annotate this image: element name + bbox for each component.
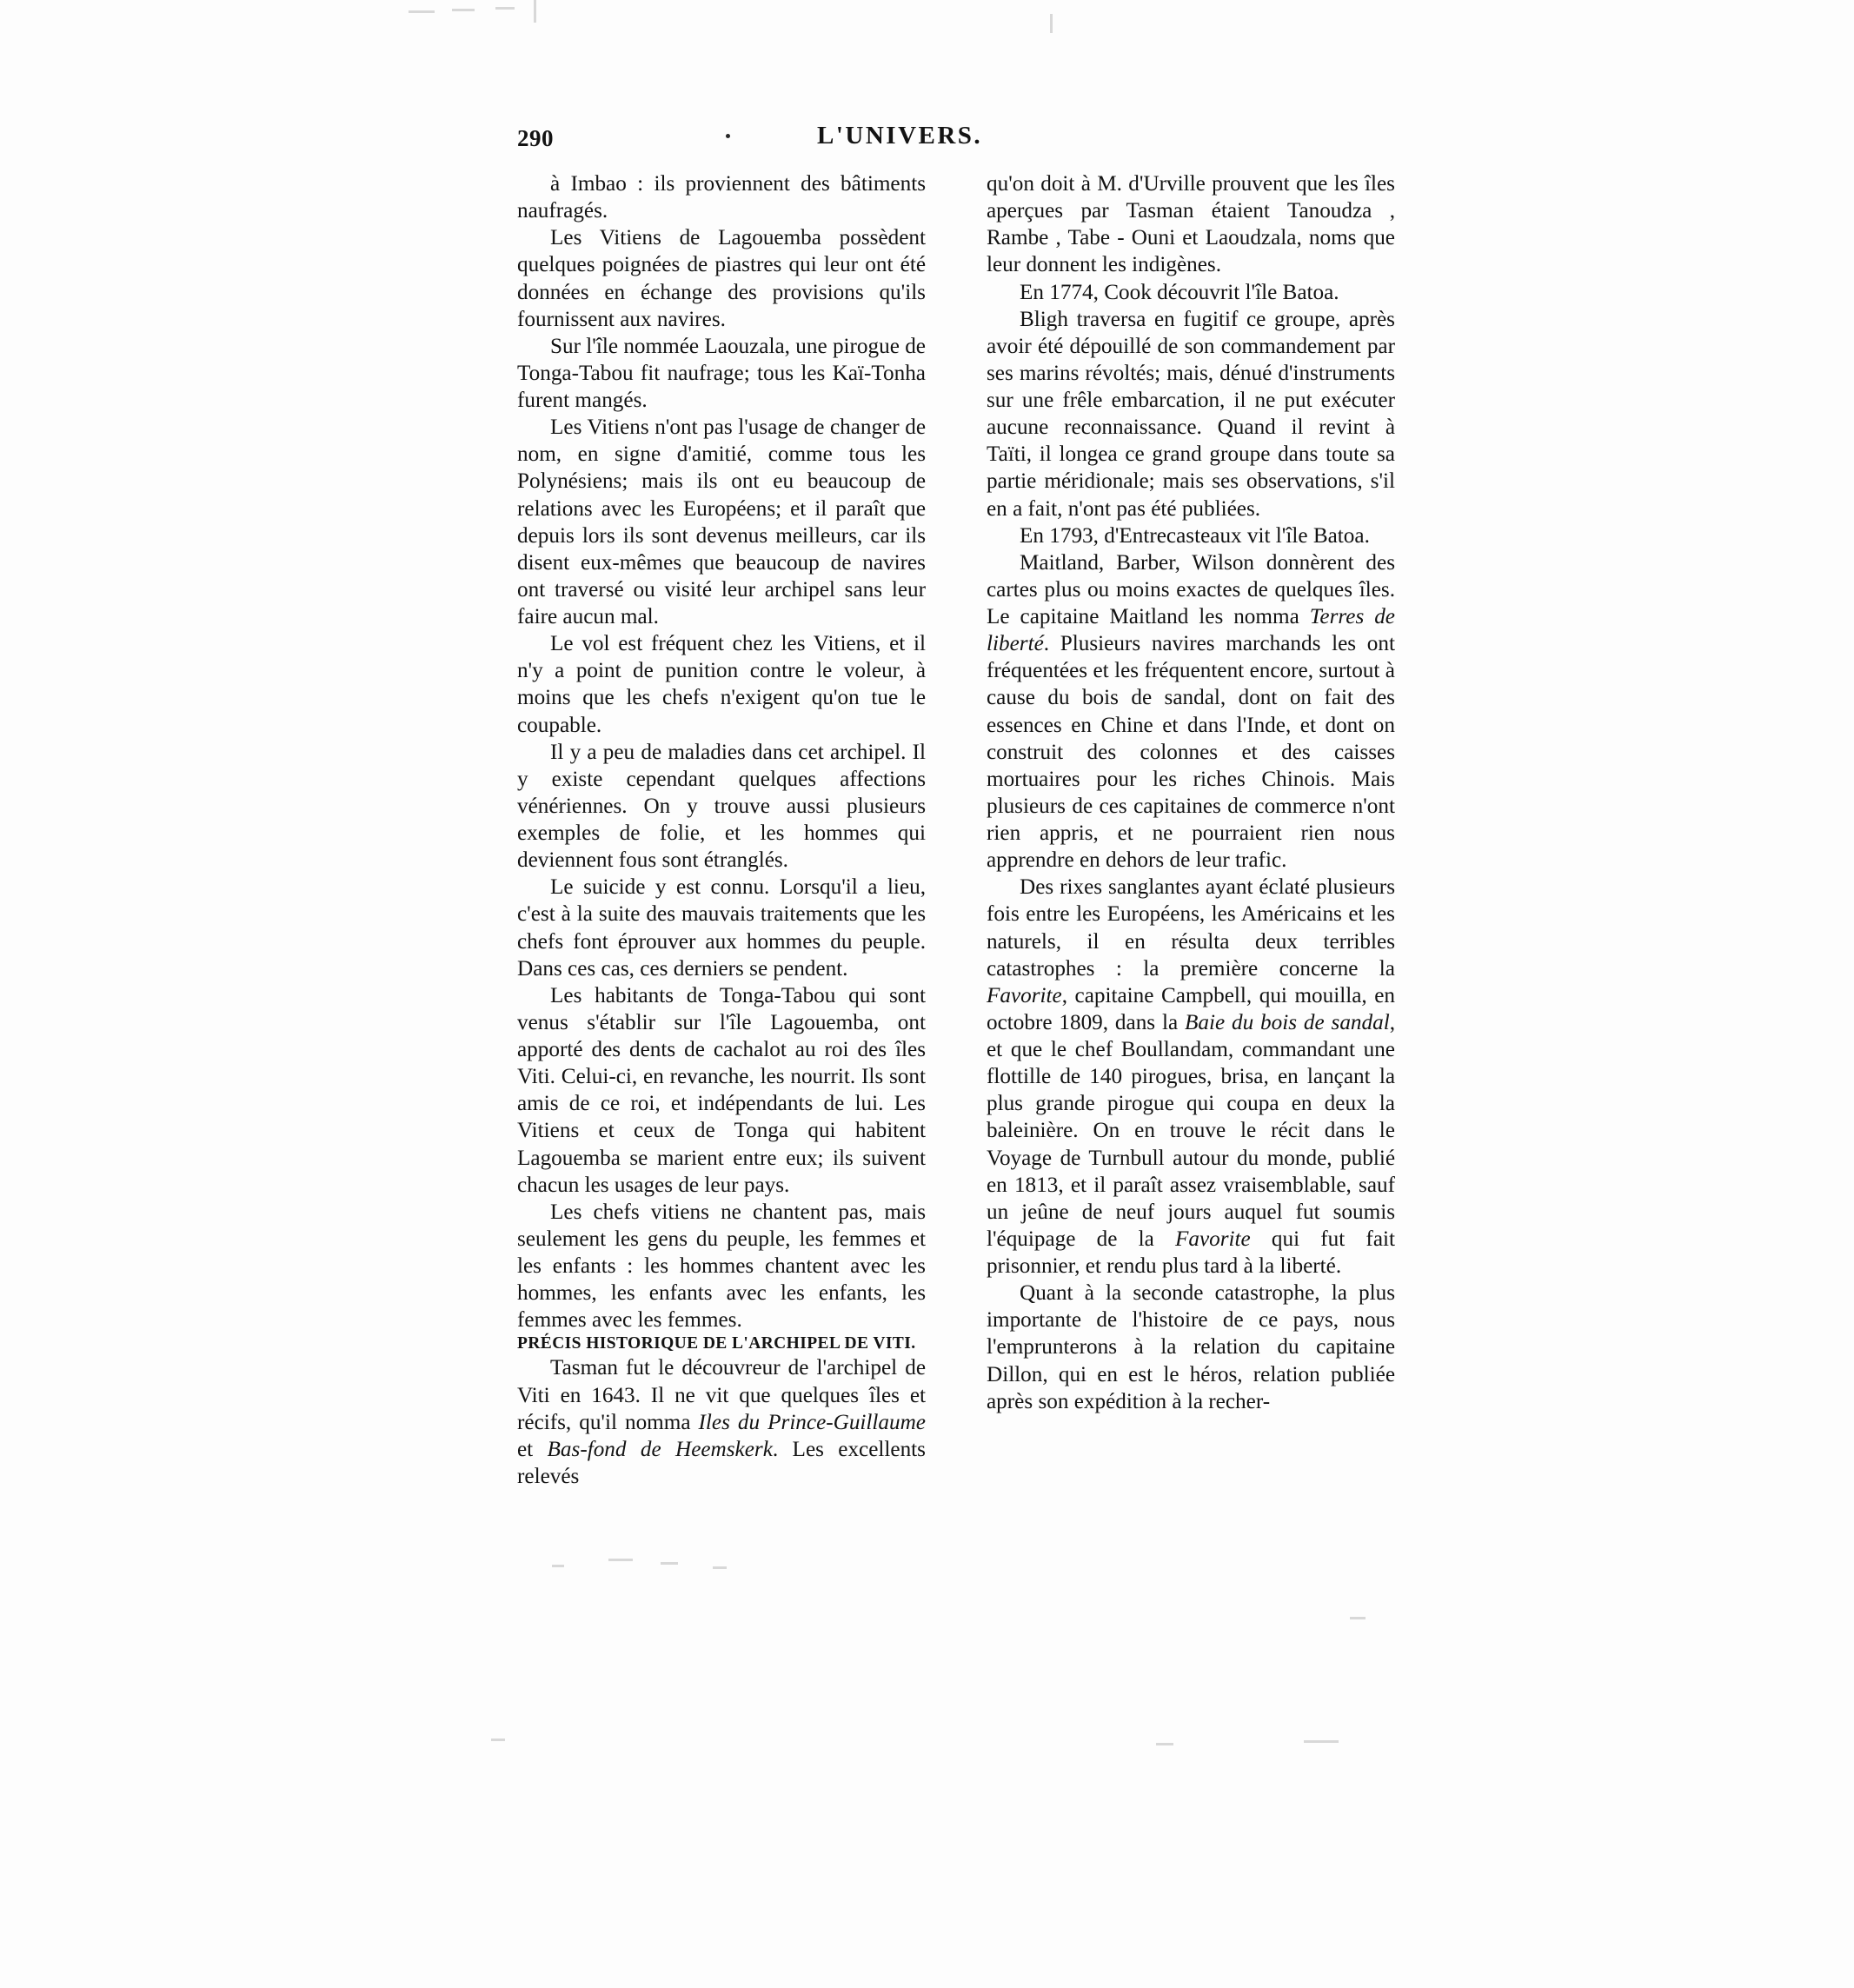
scan-speckle [608, 1559, 633, 1561]
paragraph: Il y a peu de maladies dans cet archipel. Il y existe cependant quelques affections vénériennes. On y trouve aussi plusieurs exemples de folie, et les hommes qui deviennent fous sont étranglés. [517, 740, 926, 873]
paragraph: Les Vitiens de Lagouemba possèdent quelques poignées de piastres qui leur ont été données en échange des provisions qu'ils fournissent aux navires. [517, 226, 926, 331]
paragraph: qu'on doit à M. d'Urville prouvent que les îles aperçues par Tasman étaient Tanoudza , Rambe , Tabe - Ouni et Laoudzala, noms que leur donnent les indigènes. [987, 172, 1395, 277]
paragraph: Les chefs vitiens ne chantent pas, mais seulement les gens du peuple, les femmes et les enfants : les hommes chantent avec les hommes, les enfants avec les enfants, les femmes avec les femmes. [517, 1200, 926, 1333]
paragraph: Bligh traversa en fugitif ce groupe, après avoir été dépouillé de son commandement par ses marins révoltés; mais, dénué d'instruments sur une frêle embarcation, il ne put exécuter aucune reconnaissance. Quand il revint à Taïti, il longea ce grand groupe dans toute sa partie méridionale; mais ses observations, s'il en a fait, n'ont pas été publiées. [987, 307, 1395, 521]
paragraph: En 1793, d'Entrecasteaux vit l'île Batoa. [1020, 523, 1370, 548]
paragraph: Quant à la seconde catastrophe, la plus importante de l'histoire de ce pays, nous l'emprunterons à la relation du capitaine Dillon, qui en est le héros, relation publiée après son expédition à la recher- [987, 1281, 1395, 1413]
paragraph-with-italics [517, 1354, 926, 1490]
right-column [987, 170, 1395, 1415]
scan-speckle [1350, 1617, 1366, 1619]
page-number: 290 [517, 125, 554, 151]
text-run: Tasman fut le découvreur de l'archipel de Viti en 1643. Il ne vit que quelques îles et récifs, qu'il nomma [517, 1356, 926, 1434]
paragraph: Sur l'île nommée Laouzala, une pirogue de Tonga-Tabou fit naufrage; tous les Kaï-Tonha furent mangés. [517, 334, 926, 412]
scan-speckle [491, 1739, 505, 1741]
text-run: qui fut fait prisonnier, et rendu plus tard à la liberté. [987, 1227, 1395, 1278]
scan-speckle [495, 7, 515, 10]
text-run: Maitland, Barber, Wilson donnèrent des cartes plus ou moins exactes de quelques îles. Le capitaine Maitland les nomma [987, 550, 1395, 628]
text-run: et [517, 1437, 548, 1461]
header-dot [726, 134, 730, 138]
scan-speckle [534, 0, 536, 23]
text-run: , capitaine Campbell, qui mouilla, en octobre 1809, dans la [987, 983, 1395, 1034]
paragraph: Le vol est fréquent chez les Vitiens, et il n'y a point de punition contre le voleur, à moins que les chefs n'exigent qu'on tue le coupable. [517, 632, 926, 737]
scan-speckle [1156, 1743, 1173, 1745]
scan-speckle [552, 1565, 564, 1567]
italic-title: Iles du Prince-Guillaume [698, 1410, 926, 1434]
italic-title: Terres de liberté [987, 605, 1395, 656]
paragraph: En 1774, Cook découvrit l'île Batoa. [1020, 280, 1339, 304]
paragraph: Les Vitiens n'ont pas l'usage de changer de nom, en signe d'amitié, comme tous les Polynésiens; mais ils ont eu beaucoup de relations avec les Européens; et il paraît que depuis lors ils sont devenus meilleurs, car ils disent eux-mêmes que beaucoup de navires ont traversé ou visité leur archipel sans leur faire aucun mal. [517, 416, 926, 628]
scan-speckle [713, 1566, 727, 1569]
paragraph: à Imbao : ils proviennent des bâtiments naufragés. [517, 172, 926, 223]
page-header [517, 122, 1386, 156]
running-title: L'UNIVERS. [817, 122, 983, 150]
section-heading: PRÉCIS HISTORIQUE DE L'ARCHIPEL DE VITI. [517, 1334, 916, 1353]
text-run: , et que le chef Boullandam, commandant une flottille de 140 pirogues, brisa, en lançant la plus grande pirogue qui coupa en deux la baleinière. On en trouve le récit dans le Voyage de Turnbull autour du monde, publié en 1813, et il paraît assez vraisemblable, sauf un jeûne de neuf jours auquel fut soumis l'équipage de la [987, 1010, 1395, 1251]
scan-speckle [452, 9, 475, 11]
italic-title: Bas-fond de Heemskerk [547, 1437, 773, 1461]
paragraph-with-italics [987, 874, 1395, 1280]
paragraph: Le suicide y est connu. Lorsqu'il a lieu, c'est à la suite des mauvais traitements que les chefs font éprouver aux hommes du peuple. Dans ces cas, ces derniers se pendent. [517, 875, 926, 981]
italic-title: Favorite [987, 983, 1062, 1007]
text-run: . Les excellents relevés [517, 1437, 926, 1488]
scan-speckle [1050, 14, 1053, 33]
italic-title: Baie du bois de sandal [1184, 1010, 1390, 1034]
scan-speckle [661, 1562, 678, 1565]
italic-title: Favorite [1174, 1227, 1251, 1251]
left-column [517, 170, 926, 1490]
scan-speckle [1304, 1740, 1339, 1743]
scan-speckle [409, 10, 435, 13]
paragraph-with-italics [987, 549, 1395, 874]
text-run: Des rixes sanglantes ayant éclaté plusieurs fois entre les Européens, les Américains et les naturels, il en résulta deux terribles catastrophes : la première concerne la [987, 875, 1395, 981]
text-run: . Plusieurs navires marchands les ont fréquentées et les fréquentent encore, surtout à cause du bois de sandal, dont on fait des essences en Chine et dans l'Inde, et dont on construit des colonnes et des caisses mortuaires pour les riches Chinois. Mais plusieurs de ces capitaines de commerce n'ont rien appris, et ne pourraient rien nous apprendre en dehors de leur trafic. [987, 632, 1395, 873]
paragraph: Les habitants de Tonga-Tabou qui sont venus s'établir sur l'île Lagouemba, ont apporté des dents de cachalot au roi des îles Viti. Celui-ci, en revanche, les nourrit. Ils sont amis de ce roi, et indépendants de lui. Les Vitiens et ceux de Tonga qui habitent Lagouemba se marient entre eux; ils suivent chacun les usages de leur pays. [517, 983, 926, 1197]
